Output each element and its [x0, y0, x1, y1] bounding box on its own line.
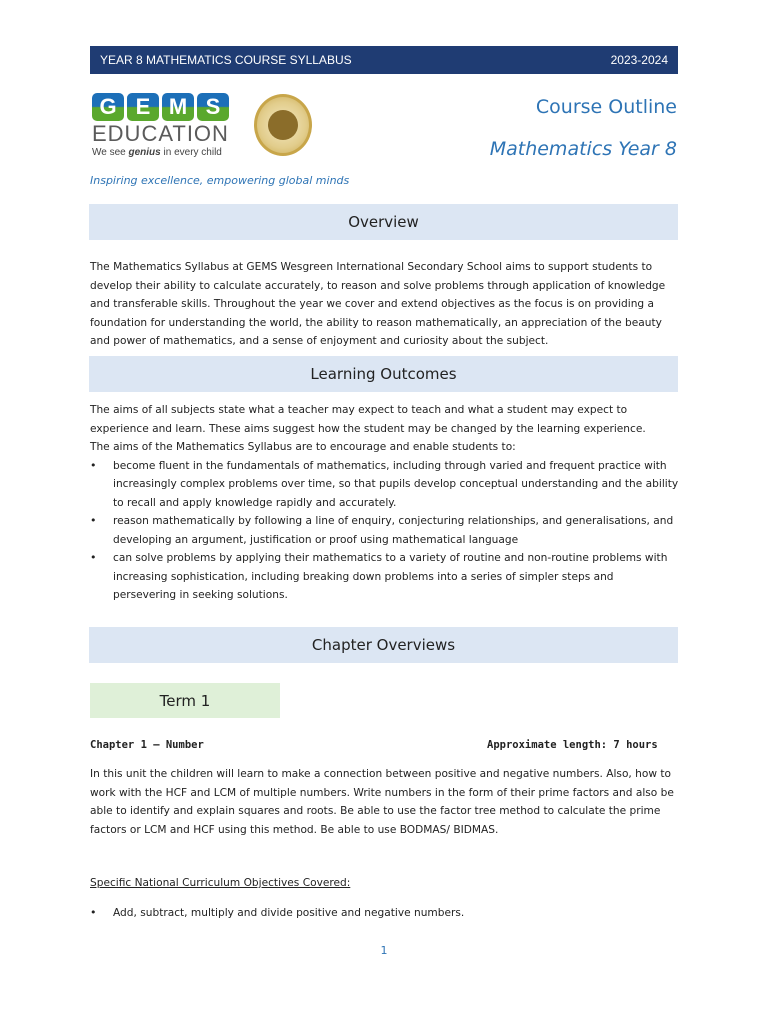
- school-seal-icon: [254, 94, 312, 156]
- gems-letter: E: [127, 93, 159, 121]
- chapter-length: Approximate length: 7 hours: [487, 739, 658, 751]
- subject-title: Mathematics Year 8: [489, 138, 677, 160]
- list-item: • can solve problems by applying their mathematics to a variety of routine and non-routine problems with increasing sophistication, including breaking down problems into a series of simpler steps and persevering in seeking solutions.: [90, 549, 680, 605]
- gems-letter: G: [92, 93, 124, 121]
- chapter-overviews-heading: Chapter Overviews: [89, 627, 678, 663]
- logo-tagline: We see genius in every child: [92, 147, 222, 158]
- learning-outcomes-list: [90, 457, 680, 605]
- header-title: YEAR 8 MATHEMATICS COURSE SYLLABUS: [100, 53, 352, 67]
- learning-outcomes-heading: Learning Outcomes: [89, 356, 678, 392]
- gems-wordmark: [92, 93, 236, 121]
- gems-letter: S: [197, 93, 229, 121]
- list-item: • Add, subtract, multiply and divide positive and negative numbers.: [90, 904, 680, 923]
- chapter-description: In this unit the children will learn to make a connection between positive and negative numbers. Also, how to work with the HCF and LCM of multiple numbers. Write numbers in the form of their prime factors and also be able to identify and explain squares and roots. Be able to use the factor tree method to calculate the prime factors or LCM and HCF using this method. Be able to use BODMAS/ BIDMAS.: [90, 768, 674, 836]
- chapter-title: Chapter 1 – Number: [90, 739, 204, 751]
- objectives-heading: Specific National Curriculum Objectives Covered:: [90, 877, 351, 889]
- page-number: 1: [380, 944, 388, 957]
- header-year: 2023-2024: [610, 53, 668, 67]
- inspire-tagline: Inspiring excellence, empowering global minds: [90, 174, 350, 187]
- header-bar: [90, 46, 678, 74]
- course-outline-title: Course Outline: [535, 96, 677, 118]
- objectives-text: [90, 904, 680, 923]
- term-heading: Term 1: [90, 683, 280, 718]
- education-wordmark: EDUCATION: [92, 121, 229, 146]
- overview-text: The Mathematics Syllabus at GEMS Wesgreen International Secondary School aims to support students to develop their ability to calculate accurately, to reason and solve problems through application of knowledge and transferable skills. Throughout the year we cover and extend objectives as the focus is on providing a foundation for understanding the world, the ability to reason mathematically, an appreciation of the beauty and power of mathematics, and a sense of enjoyment and curiosity about the subject.: [90, 261, 666, 347]
- learning-outcomes-text: The aims of all subjects state what a teacher may expect to teach and what a student may expect to experience and learn. These aims suggest how the student may be changed by the learning experience. The aims of the Mathematics Syllabus are to encourage and enable students to: • become fluent in the fundamentals of mathematics, including through varied and frequent practice with increasingly complex problems over time, so that pupils develop conceptual understanding and the ability to recall and apply knowledge rapidly and accurately. • reason mathematically by following a line of enquiry, conjecturing relationships, and generalisations, and developing an argument, justification or proof using mathematical language • can solve problems by applying their mathematics to a variety of routine and non-routine problems with increasing sophistication, including breaking down problems into a series of simpler steps and persevering in seeking solutions.: [90, 401, 680, 605]
- list-item: • become fluent in the fundamentals of mathematics, including through varied and frequent practice with increasingly complex problems over time, so that pupils develop conceptual understanding and the ability to recall and apply knowledge rapidly and accurately.: [90, 457, 680, 513]
- gems-education-logo: [92, 93, 236, 163]
- overview-heading: Overview: [89, 204, 678, 240]
- list-item: • reason mathematically by following a line of enquiry, conjecturing relationships, and generalisations, and developing an argument, justification or proof using mathematical language: [90, 512, 680, 549]
- gems-letter: M: [162, 93, 194, 121]
- objectives-list: [90, 904, 680, 923]
